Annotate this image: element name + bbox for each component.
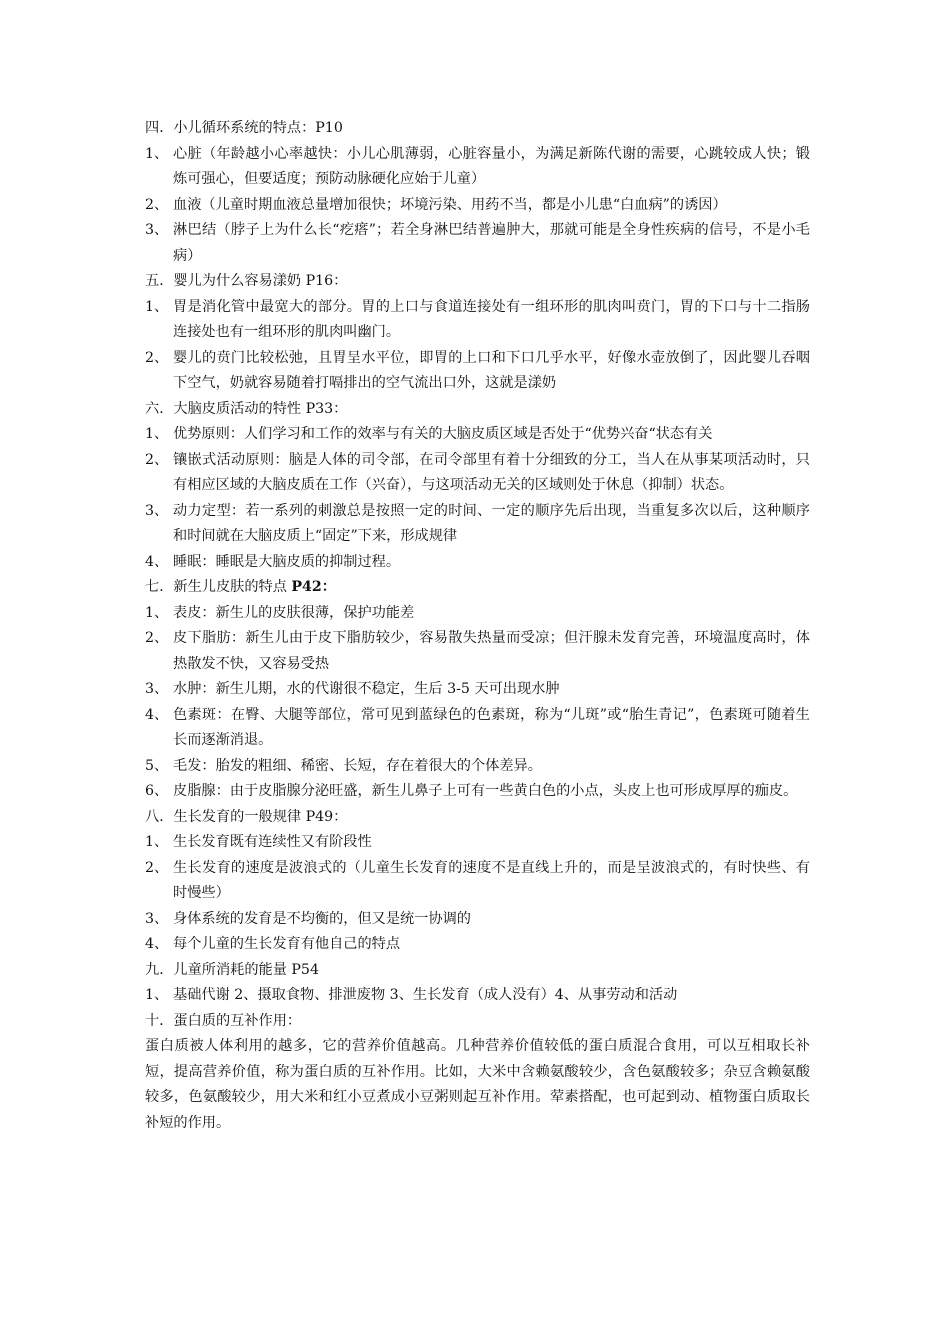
list-item xyxy=(145,550,810,576)
list-item xyxy=(145,295,810,346)
list-item xyxy=(145,907,810,933)
body-paragraph: 蛋白质被人体利用的越多，它的营养价值越高。几种营养价值较低的蛋白质混合食用，可以互相取长补短，提高营养价值，称为蛋白质的互补作用。比如，大米中含赖氨酸较少，含色氨酸较多；杂豆含赖氨酸较多，色氨酸较少，用大米和红小豆煮成小豆粥则起互补作用。荤素搭配，也可起到动、植物蛋白质取长补短的作用。 xyxy=(145,1038,810,1131)
heading-page-ref: P42： xyxy=(291,579,336,595)
list-item xyxy=(145,830,810,856)
section-heading: 十．蛋白质的互补作用： xyxy=(145,1012,302,1029)
list-item xyxy=(145,422,810,448)
section-heading: 四．小儿循环系统的特点：P10 xyxy=(145,120,343,136)
item-text: 身体系统的发育是不均衡的，但又是统一协调的 xyxy=(173,910,471,927)
item-number: 1、 xyxy=(145,426,169,442)
list-item xyxy=(145,448,810,499)
section-heading: 六．大脑皮质活动的特性 P33： xyxy=(145,400,348,417)
list-item xyxy=(145,218,810,269)
section-growth-rules xyxy=(145,805,810,958)
item-number: 2、 xyxy=(145,630,169,646)
item-number: 6、 xyxy=(145,783,169,799)
item-number: 3、 xyxy=(145,681,169,697)
section-energy-consumption xyxy=(145,958,810,1009)
heading-text: 七．新生儿皮肤的特点 xyxy=(145,579,292,595)
item-number: 2、 xyxy=(145,859,169,876)
item-number: 4、 xyxy=(145,936,169,952)
document-page xyxy=(145,116,810,1136)
list-item xyxy=(145,932,810,958)
item-number: 3、 xyxy=(145,502,169,519)
item-text: 生长发育的速度是波浪式的（儿童生长发育的速度不是直线上升的，而是呈波浪式的，有时快些、有时慢些） xyxy=(173,859,810,901)
item-text: 每个儿童的生长发育有他自己的特点 xyxy=(173,936,401,952)
item-number: 3、 xyxy=(145,222,169,238)
item-text: 婴儿的贲门比较松弛，且胃呈水平位，即胃的上口和下口几乎水平，好像水壶放倒了，因此婴儿吞咽下空气，奶就容易随着打嗝排出的空气流出口外，这就是漾奶 xyxy=(173,349,810,391)
section-heading xyxy=(145,575,810,601)
section-heading: 九．儿童所消耗的能量 P54 xyxy=(145,961,319,978)
section-heading: 八．生长发育的一般规律 P49： xyxy=(145,808,348,825)
list-item xyxy=(145,779,810,805)
list-item xyxy=(145,142,810,193)
item-text: 血液（儿童时期血液总量增加很快；坏境污染、用药不当，都是小儿患“白血病”的诱因） xyxy=(173,196,727,213)
item-text: 水肿：新生儿期，水的代谢很不稳定，生后 3-5 天可出现水肿 xyxy=(173,681,560,697)
item-text: 淋巴结（脖子上为什么长“疙瘩”；若全身淋巴结普遍肿大，那就可能是全身性疾病的信号，不是小毛病） xyxy=(173,222,810,264)
item-text: 表皮：新生儿的皮肤很薄，保护功能差 xyxy=(173,604,415,621)
item-text: 心脏（年龄越小心率越快：小儿心肌薄弱，心脏容量小，为满足新陈代谢的需要，心跳较成人快；锻炼可强心，但要适度；预防动脉硬化应始于儿童） xyxy=(173,145,810,187)
section-cerebral-cortex xyxy=(145,397,810,576)
section-newborn-skin xyxy=(145,575,810,805)
item-number: 1、 xyxy=(145,298,169,315)
item-number: 1、 xyxy=(145,145,169,162)
item-number: 3、 xyxy=(145,910,169,927)
item-number: 1、 xyxy=(145,987,169,1003)
list-item xyxy=(145,703,810,754)
item-number: 2、 xyxy=(145,349,169,366)
item-number: 4、 xyxy=(145,553,169,570)
item-text: 生长发育既有连续性又有阶段性 xyxy=(173,834,372,850)
item-text: 睡眠：睡眠是大脑皮质的抑制过程。 xyxy=(173,553,401,570)
list-item xyxy=(145,346,810,397)
item-number: 2、 xyxy=(145,196,169,213)
list-item xyxy=(145,601,810,627)
item-text: 动力定型：若一系列的刺激总是按照一定的时间、一定的顺序先后出现，当重复多次以后，这种顺序和时间就在大脑皮质上“固定”下来，形成规律 xyxy=(173,502,810,544)
item-number: 5、 xyxy=(145,757,169,774)
item-number: 2、 xyxy=(145,451,169,468)
item-text: 毛发：胎发的粗细、稀密、长短，存在着很大的个体差异。 xyxy=(173,757,542,774)
item-number: 1、 xyxy=(145,604,169,621)
item-text: 基础代谢 2、摄取食物、排泄废物 3、生长发育（成人没有）4、从事劳动和活动 xyxy=(173,987,678,1003)
list-item xyxy=(145,193,810,219)
list-item xyxy=(145,626,810,677)
list-item xyxy=(145,499,810,550)
list-item xyxy=(145,754,810,780)
list-item xyxy=(145,983,810,1009)
item-number: 1、 xyxy=(145,834,169,850)
item-text: 色素斑：在臀、大腿等部位，常可见到蓝绿色的色素斑，称为“儿斑”或“胎生青记”，色素斑可随着生长而逐渐消退。 xyxy=(173,706,810,748)
section-protein-complementation xyxy=(145,1009,810,1137)
item-text: 皮下脂肪：新生儿由于皮下脂肪较少，容易散失热量而受凉；但汗腺未发育完善，环境温度高时，体热散发不快，又容易受热 xyxy=(173,630,810,672)
item-text: 皮脂腺：由于皮脂腺分泌旺盛，新生儿鼻子上可有一些黄白色的小点，头皮上也可形成厚厚的痂皮。 xyxy=(173,783,798,799)
list-item xyxy=(145,856,810,907)
item-text: 镶嵌式活动原则：脑是人体的司令部，在司令部里有着十分细致的分工，当人在从事某项活动时，只有相应区域的大脑皮质在工作（兴奋），与这项活动无关的区域则处于休息（抑制）状态。 xyxy=(173,451,810,493)
item-number: 4、 xyxy=(145,706,169,723)
section-heading: 五．婴儿为什么容易漾奶 P16： xyxy=(145,273,348,289)
list-item xyxy=(145,677,810,703)
item-text: 胃是消化管中最宽大的部分。胃的上口与食道连接处有一组环形的肌肉叫贲门，胃的下口与十二指肠连接处也有一组环形的肌肉叫幽门。 xyxy=(173,298,810,340)
section-circulatory-system xyxy=(145,116,810,269)
item-text: 优势原则：人们学习和工作的效率与有关的大脑皮质区域是否处于“优势兴奋“状态有关 xyxy=(173,426,713,442)
section-infant-milk-spitting xyxy=(145,269,810,397)
